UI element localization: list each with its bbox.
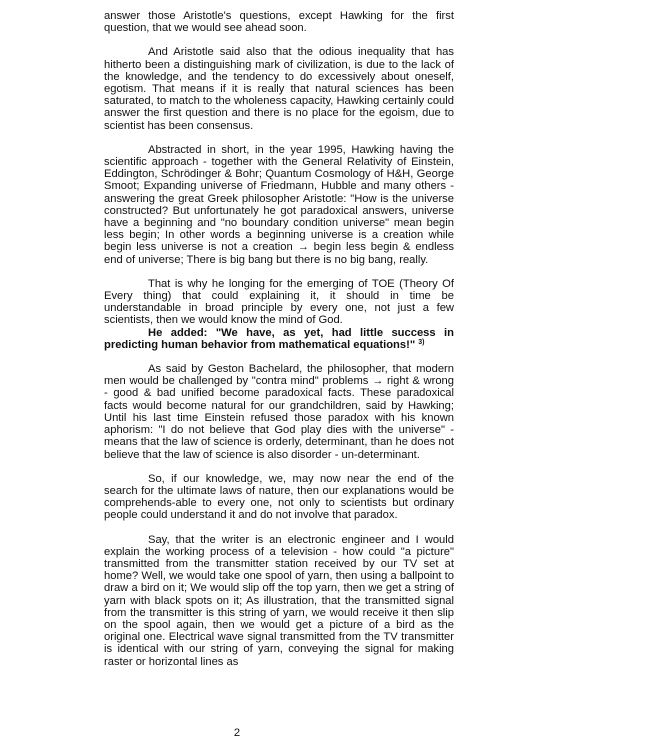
paragraph-aristotle-inequality: And Aristotle said also that the odious inequality that has hitherto been a distinguishing mark of civilization, is due to the lack of the knowledge, and the tendency to do excessively about oneself, egotism. That means if it is really that natural sciences has been saturated, to match to the wholeness capacity, Hawking certainly could answer the first question and there is no place for the egoism, due to scientist has been consensus. (104, 46, 454, 132)
page-number: 2 (233, 727, 241, 739)
toe-text: That is why he longing for the emerging of TOE (Theory Of Every thing) that could explaining it, it should in time be understandable in broad principle by every one, not just a few scientists, then we would know the mind of God. (104, 277, 454, 327)
paragraph-continuation: answer those Aristotle's questions, except Hawking for the first question, that we would see ahead soon. (104, 10, 454, 35)
footnote-ref: 3) (418, 338, 425, 346)
hawking-quote-text: He added: "We have, as yet, had little success in predicting human behavior from mathematical equations!" (104, 326, 454, 351)
document-page (104, 10, 454, 668)
paragraph-television: Say, that the writer is an electronic engineer and I would explain the working process of a television - how could "a picture" transmitted from the transmitter station received by our TV set at home? Well, we would take one spool of yarn, then using a ballpoint to draw a bird on it; We would slip off the top yarn, then we get a string of yarn with black spots on it; As illustration, that the transmitted signal from the transmitter is this string of yarn, we would receive it then slip on the spool again, then we would get a picture of a bird as the original one. Electrical wave signal transmitted from the TV transmitter is identical with our string of yarn, conveying the signal for making raster or horizontal lines as (104, 533, 454, 668)
hawking-quote (104, 327, 454, 351)
paragraph-ultimate-laws: So, if our knowledge, we, may now near the end of the search for the ultimate laws of nature, then our explanations would be comprehends-able to every one, not only to scientists but ordinary people could understand it and do not involve that paradox. (104, 472, 454, 522)
paragraph-bachelard: As said by Geston Bachelard, the philosopher, that modern men would be challenged by "contra mind" problems → right & wrong - good & bad unified become paradoxical facts. These paradoxical facts would become natural for our grandchildren, said by Hawking; Until his last time Einstein refused those paradox with his known aphorism: "I do not believe that God play dies with the universe" - means that the law of science is orderly, determinant, than he does not believe that the law of science is also disorder - un-determinant. (104, 363, 454, 461)
paragraph-toe (104, 278, 454, 351)
paragraph-hawking-1995: Abstracted in short, in the year 1995, Hawking having the scientific approach - together with the General Relativity of Einstein, Eddington, Schrödinger & Bohr; Quantum Cosmology of H&H, George Smoot; Expanding universe of Friedmann, Hubble and many others - answering the great Greek philosopher Aristotle: "How is the universe constructed? But unfortunately he got paradoxical answers, universe have a beginning and "no boundary condition universe" mean begin less begin; In other words a beginning universe is a creation while begin less universe is not a creation → begin less begin & endless end of universe; There is big bang but there is no big bang, really. (104, 143, 454, 266)
